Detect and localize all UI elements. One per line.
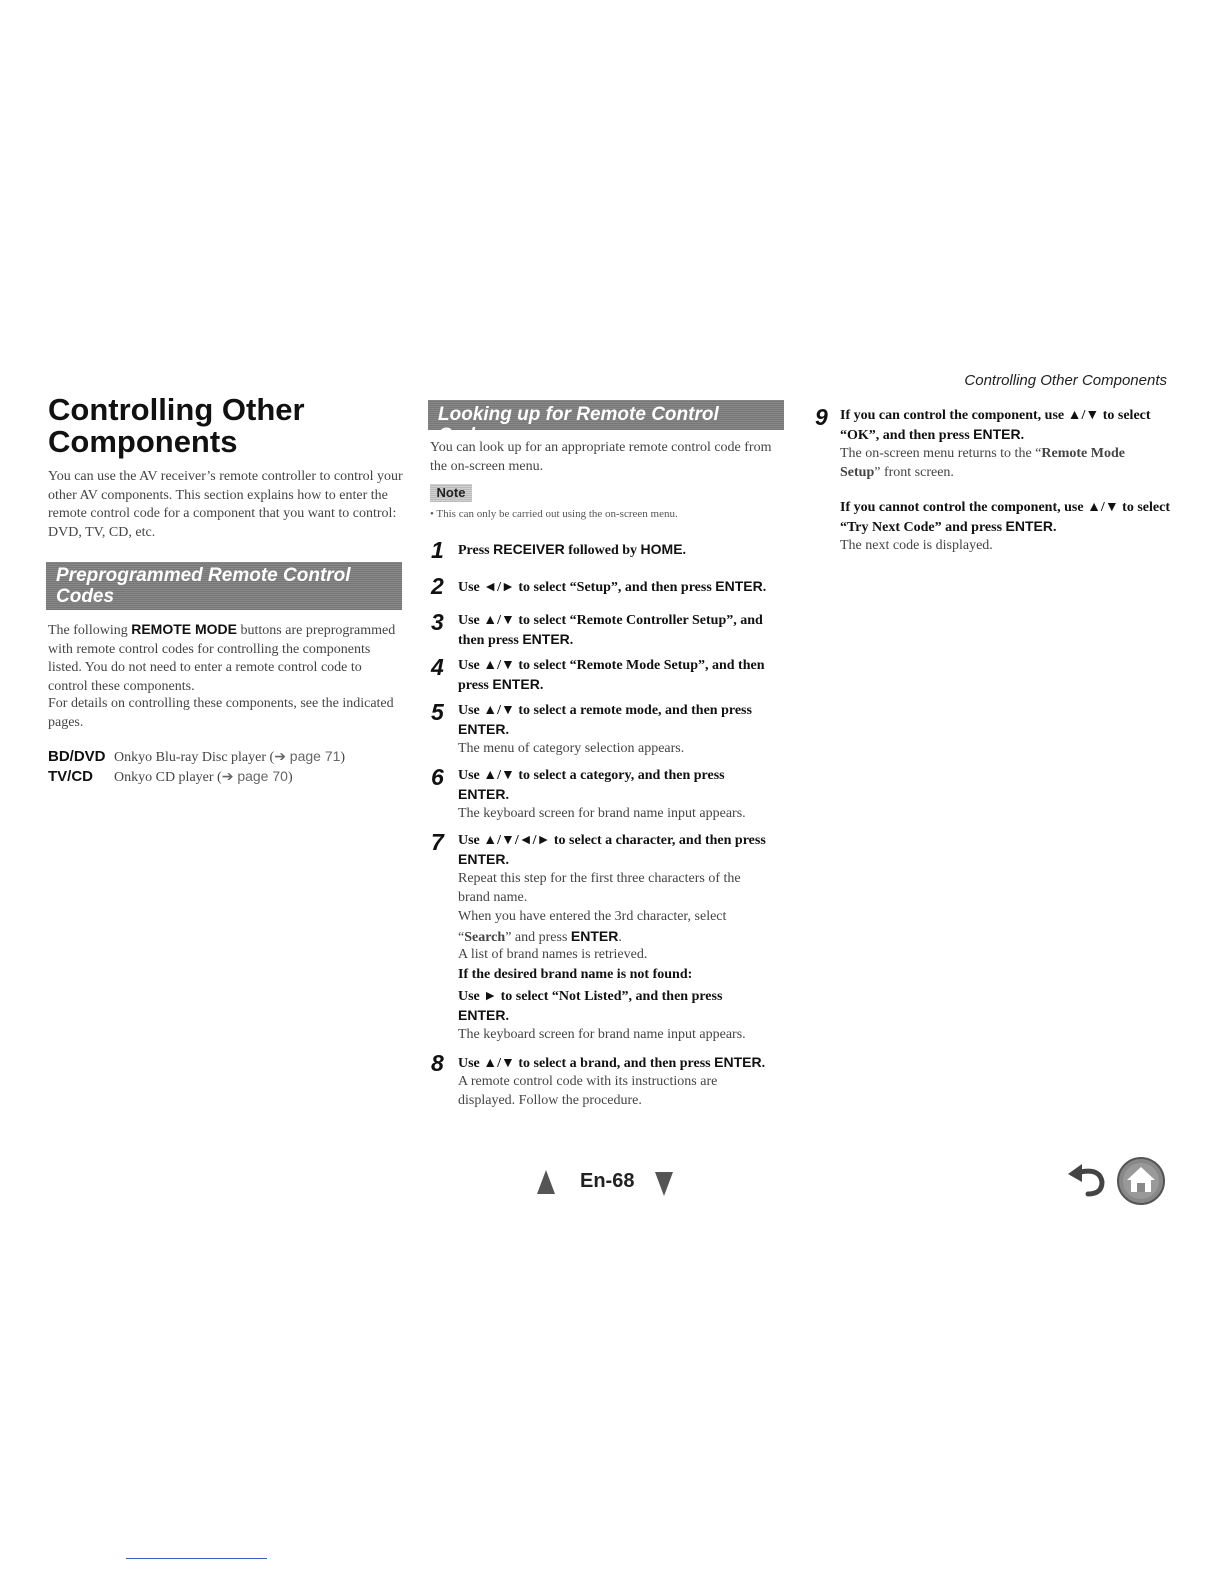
step-text: followed by xyxy=(564,543,641,558)
prev-page-icon[interactable] xyxy=(537,1170,555,1194)
step-text: Press xyxy=(458,543,494,558)
step-body: A list of brand names is retrieved. xyxy=(458,947,648,962)
step-body: The next code is displayed. xyxy=(840,538,993,553)
back-icon[interactable] xyxy=(1066,1160,1110,1200)
sub-heading: If the desired brand name is not found: xyxy=(458,967,693,982)
step-body: The keyboard screen for brand name input appears. xyxy=(458,1027,746,1042)
step-heading xyxy=(458,832,788,870)
step-number: 3 xyxy=(431,609,444,635)
key-label: RECEIVER xyxy=(493,541,565,557)
step-text: Use ▲/▼/◄/► to select a character, and then press xyxy=(458,833,766,848)
step-text: . xyxy=(1020,428,1025,443)
step-body: The menu of category selection appears. xyxy=(458,741,685,756)
section-title-looking-up: Looking up for Remote Control Codes xyxy=(428,400,784,430)
key-label: ENTER xyxy=(458,721,506,737)
step-heading xyxy=(458,1053,788,1073)
section-title-preprogrammed: Preprogrammed Remote Control Codes xyxy=(46,562,402,610)
key-label: ENTER xyxy=(973,426,1021,442)
step-text: . xyxy=(682,543,687,558)
step-body xyxy=(840,445,1165,482)
step-heading xyxy=(458,702,778,740)
step-text: . xyxy=(505,1009,509,1024)
step-text: . xyxy=(618,929,622,945)
step-text: Use ▲/▼ to select a remote mode, and then press xyxy=(458,703,752,718)
component-key: TV/CD xyxy=(48,768,93,785)
paren: ) xyxy=(287,770,293,785)
step-text: The on-screen menu returns to the “ xyxy=(840,446,1042,461)
step-text: . xyxy=(539,678,544,693)
step-body: A remote control code with its instructions are displayed. Follow the procedure. xyxy=(458,1074,718,1108)
intro-paragraph: You can use the AV receiver’s remote controller to control your other AV components. This section explains how to enter the remote control code for a component that you want to control: DVD, TV, CD, etc. xyxy=(48,469,403,540)
home-icon[interactable] xyxy=(1116,1156,1166,1206)
step-text: Use ► to select “Not Listed”, and then press xyxy=(458,989,723,1004)
details-paragraph: For details on controlling these components, see the indicated pages. xyxy=(48,696,394,730)
step-number: 1 xyxy=(431,537,444,563)
step-text: . xyxy=(505,853,509,868)
page-number: En-68 xyxy=(580,1170,635,1192)
component-row-tv-cd xyxy=(48,768,408,786)
step-heading xyxy=(840,407,1170,445)
key-label: ENTER xyxy=(714,1054,762,1070)
next-page-icon[interactable] xyxy=(655,1172,673,1196)
step-number: 6 xyxy=(431,764,444,790)
footer-rule xyxy=(126,1558,267,1559)
step-text: . xyxy=(569,633,574,648)
step-text: . xyxy=(505,788,509,803)
step-number: 5 xyxy=(431,699,444,725)
step-text: . xyxy=(761,1056,766,1071)
para-text: buttons are preprogrammed with remote control codes for controlling the components listed. You do not need to enter a remote control code to control these components. xyxy=(48,623,396,694)
step-text: . xyxy=(762,580,767,595)
preprogrammed-paragraph xyxy=(48,620,398,696)
alt-heading xyxy=(840,499,1170,537)
middle-intro: You can look up for an appropriate remote control code from the on-screen menu. xyxy=(430,440,772,474)
note-text: • This can only be carried out using the on-screen menu. xyxy=(430,508,678,520)
component-row-bd-dvd xyxy=(48,748,408,766)
step-text: If you cannot control the component, use ▲/▼ to select “Try Next Code” and press xyxy=(840,500,1170,535)
step-text: ” front screen. xyxy=(874,464,954,480)
step-text: ” and press xyxy=(505,929,571,945)
key-label: ENTER xyxy=(492,676,540,692)
menu-item-label: Search xyxy=(464,929,506,945)
step-text: . xyxy=(505,723,509,738)
para-text: The following xyxy=(48,623,132,638)
step-text: . xyxy=(1053,520,1057,535)
component-desc: Onkyo Blu-ray Disc player ( xyxy=(114,750,275,765)
step-heading xyxy=(458,612,783,650)
key-label: HOME xyxy=(640,541,683,557)
component-key: BD/DVD xyxy=(48,748,106,765)
paren: ) xyxy=(340,750,346,765)
step-text: If you can control the component, use ▲/▼ to select “OK”, and then press xyxy=(840,408,1151,443)
step-body: The keyboard screen for brand name input appears. xyxy=(458,806,746,821)
step-number: 9 xyxy=(815,404,828,430)
component-desc: Onkyo CD player ( xyxy=(114,770,222,785)
remote-mode-label: REMOTE MODE xyxy=(131,621,237,637)
key-label: ENTER xyxy=(522,631,570,647)
step-text: Use ▲/▼ to select a brand, and then press xyxy=(458,1056,715,1071)
page-link[interactable]: ➔ page 71 xyxy=(274,748,341,764)
running-head: Controlling Other Components xyxy=(964,372,1167,389)
key-label: ENTER xyxy=(458,1007,506,1023)
key-label: ENTER xyxy=(1005,518,1053,534)
step-number: 4 xyxy=(431,654,444,680)
note-label: Note xyxy=(430,484,472,502)
sub-step-heading xyxy=(458,988,768,1026)
step-text: Use ▲/▼ to select a category, and then press xyxy=(458,768,725,783)
page-title: Controlling Other Components xyxy=(48,392,305,459)
key-label: ENTER xyxy=(458,786,506,802)
step-text: When you have entered the 3rd character, select “ xyxy=(458,909,727,945)
page-link[interactable]: ➔ page 70 xyxy=(221,768,288,784)
step-body xyxy=(458,908,773,947)
menu-item-label: Remote Mode Setup xyxy=(840,446,1125,480)
step-heading xyxy=(458,657,783,695)
step-text: Use ◄/► to select “Setup”, and then press xyxy=(458,580,716,595)
step-heading xyxy=(458,767,778,805)
step-number: 8 xyxy=(431,1050,444,1076)
key-label: ENTER xyxy=(458,851,506,867)
step-text: Use ▲/▼ to select “Remote Controller Setup”, and then press xyxy=(458,613,763,648)
step-number: 7 xyxy=(431,829,444,855)
step-number: 2 xyxy=(431,573,444,599)
step-heading xyxy=(458,577,788,597)
step-text: Use ▲/▼ to select “Remote Mode Setup”, and then press xyxy=(458,658,765,693)
key-label: ENTER xyxy=(715,578,763,594)
step-heading xyxy=(458,540,788,560)
step-body: Repeat this step for the first three characters of the brand name. xyxy=(458,871,741,905)
key-label: ENTER xyxy=(570,927,619,944)
